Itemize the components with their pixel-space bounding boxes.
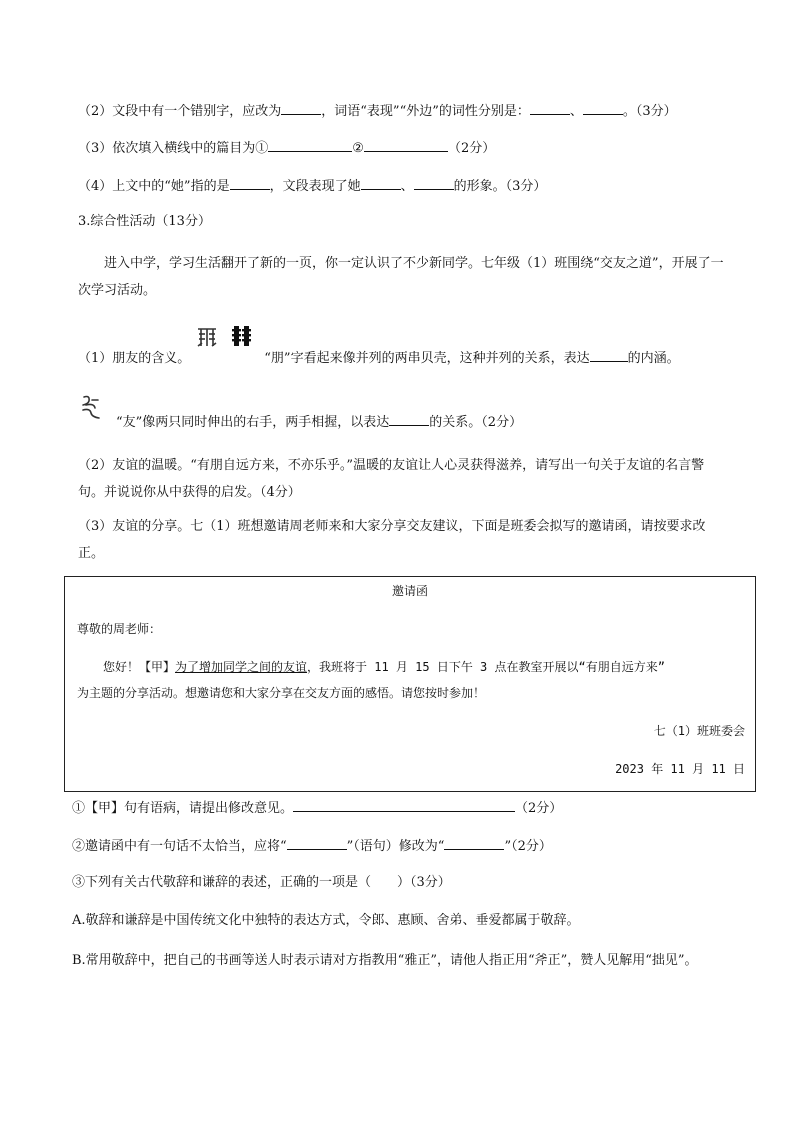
answer-blank[interactable] xyxy=(389,411,429,426)
answer-blank[interactable] xyxy=(444,835,504,850)
underlined-sentence: 为了增加同学之间的友谊 xyxy=(175,660,308,674)
letter-body-line2: 为主题的分享活动。想邀请您和大家分享在交友方面的感悟。请您按时参加！ xyxy=(77,686,486,700)
question-2-4: （4）上文中的“她”指的是 ，文段表现了她 、 的形象。（3分） xyxy=(78,175,546,197)
letter-title: 邀请函 xyxy=(391,584,428,598)
answer-blank[interactable] xyxy=(293,797,515,812)
ancient-peng-icon xyxy=(231,324,253,348)
question-3-2: （2）友谊的温暖。“有朋自远方来，不亦乐乎。”温暖的友谊让人心灵获得滋养，请写出一句关于友谊的名言警句。并说说你从中获得的启发。（4分） xyxy=(78,458,705,500)
answer-blank[interactable] xyxy=(590,347,628,362)
section-3-title: 3.综合性活动（13分） xyxy=(78,214,211,229)
answer-blank[interactable] xyxy=(530,100,570,115)
answer-blank[interactable] xyxy=(287,835,347,850)
answer-blank[interactable] xyxy=(361,175,401,190)
option-a[interactable]: A.敬辞和谦辞是中国传统文化中独特的表达方式，令郎、惠顾、舍弟、垂爱都属于敬辞。 xyxy=(72,913,580,928)
seal-peng-icon xyxy=(196,326,218,348)
answer-blank[interactable] xyxy=(268,137,352,152)
sub-question-2: ②邀请函中有一句话不太恰当，应将“ ”（语句）修改为“ ”（2分） xyxy=(72,835,552,857)
question-2-3: （3）依次填入横线中的篇目为① ② （2分） xyxy=(78,137,495,159)
letter-body-line1: 您好！【甲】为了增加同学之间的友谊，我班将于 11 月 15 日下午 3 点在教室开展以“有朋自远方来” xyxy=(103,660,665,674)
answer-blank[interactable] xyxy=(414,175,454,190)
intro-paragraph: 进入中学，学习生活翻开了新的一页，你一定认识了不少新同学。七年级（1）班围绕“交友之道”，开展了一次学习活动。 xyxy=(78,256,724,298)
invitation-letter xyxy=(64,576,756,792)
answer-blank[interactable] xyxy=(281,100,321,115)
letter-salutation: 尊敬的周老师： xyxy=(77,622,162,636)
sub-question-1: ①【甲】句有语病，请提出修改意见。 （2分） xyxy=(72,797,562,819)
answer-blank[interactable] xyxy=(583,100,623,115)
question-3-1-line1: （1）朋友的含义。 “朋”字看起来像并列的两串贝壳，这种并列的关系，表达 的内涵。 xyxy=(78,347,680,369)
sub-question-3: ③下列有关古代敬辞和谦辞的表述，正确的一项是（ ）（3分） xyxy=(72,875,451,890)
option-b[interactable]: B.常用敬辞中，把自己的书画等送人时表示请对方指教用“雅正”，请他人指正用“斧正”，赞人见解用“拙见”。 xyxy=(72,953,698,968)
answer-blank[interactable] xyxy=(364,137,448,152)
question-3-1-line2: “友”像两只同时伸出的右手，两手相握，以表达 的关系。（2分） xyxy=(116,411,522,433)
letter-signer: 七（1）班班委会 xyxy=(653,724,745,738)
question-2-2: （2）文段中有一个错别字，应改为 ，词语“表现”“外边”的词性分别是： 、 。（3分） xyxy=(78,100,677,122)
answer-blank[interactable] xyxy=(230,175,270,190)
letter-date: 2023 年 11 月 11 日 xyxy=(615,762,745,776)
question-3-3: （3）友谊的分享。七（1）班想邀请周老师来和大家分享交友建议，下面是班委会拟写的邀请函，请按要求改正。 xyxy=(78,519,706,561)
seal-you-icon xyxy=(80,394,102,420)
